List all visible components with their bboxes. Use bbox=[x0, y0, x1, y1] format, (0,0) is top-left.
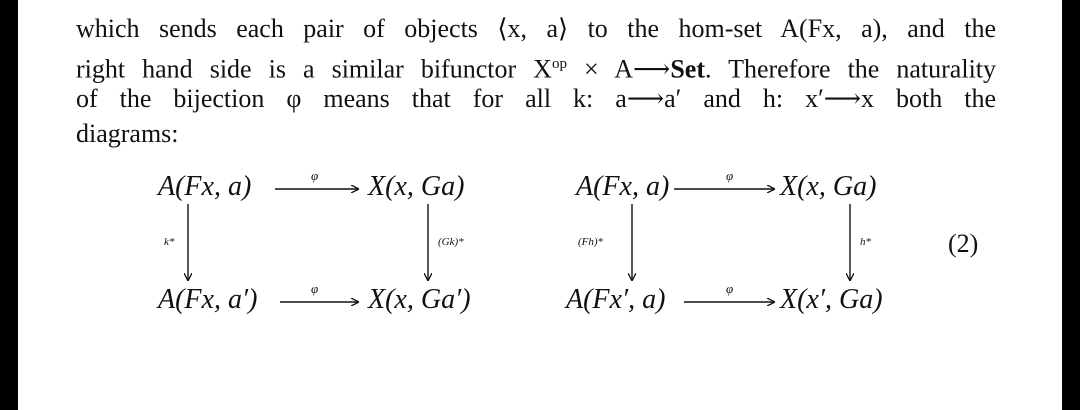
text-line-2-mid: × A⟶ bbox=[566, 54, 671, 84]
right-diagram-bottom-right: X(x′, Ga) bbox=[780, 284, 883, 315]
left-diagram-bottom-left: A(Fx, a′) bbox=[158, 284, 258, 315]
right-diagram-bottom-left: A(Fx′, a) bbox=[566, 284, 666, 315]
text-line-4: diagrams: bbox=[76, 119, 179, 148]
right-diagram-top-phi: φ bbox=[726, 168, 734, 183]
right-diagram-bottom-phi: φ bbox=[726, 281, 734, 296]
text-line-2-end: . Therefore the naturality bbox=[705, 54, 997, 84]
left-diagram-top-right: X(x, Ga) bbox=[368, 171, 465, 202]
set-category: Set bbox=[670, 54, 705, 84]
text-line-1: which sends each pair of objects ⟨x, a⟩ to the hom-set A(Fx, a), and the bbox=[76, 14, 996, 43]
right-diagram-right-label: h* bbox=[860, 236, 871, 248]
equation-number: (2) bbox=[948, 229, 979, 258]
op-superscript: op bbox=[551, 56, 567, 72]
left-diagram-right-label: (Gk)* bbox=[438, 236, 464, 248]
text-line-2-start: right hand side is a similar bifunctor X bbox=[76, 54, 552, 84]
right-diagram-top-right: X(x, Ga) bbox=[780, 171, 877, 202]
right-diagram-left-label: (Fh)* bbox=[578, 236, 604, 248]
left-diagram-left-label: k* bbox=[164, 236, 175, 248]
left-diagram-top-left: A(Fx, a) bbox=[158, 171, 252, 202]
commutative-diagrams-arrows bbox=[18, 0, 1062, 410]
right-diagram-top-left: A(Fx, a) bbox=[576, 171, 670, 202]
left-diagram-bottom-right: X(x, Ga′) bbox=[368, 284, 471, 315]
left-diagram-top-phi: φ bbox=[311, 168, 319, 183]
text-line-3: of the bijection φ means that for all k: a⟶a′ and h: x′⟶x both the bbox=[76, 84, 996, 113]
left-diagram-bottom-phi: φ bbox=[311, 281, 319, 296]
book-page bbox=[18, 0, 1062, 410]
